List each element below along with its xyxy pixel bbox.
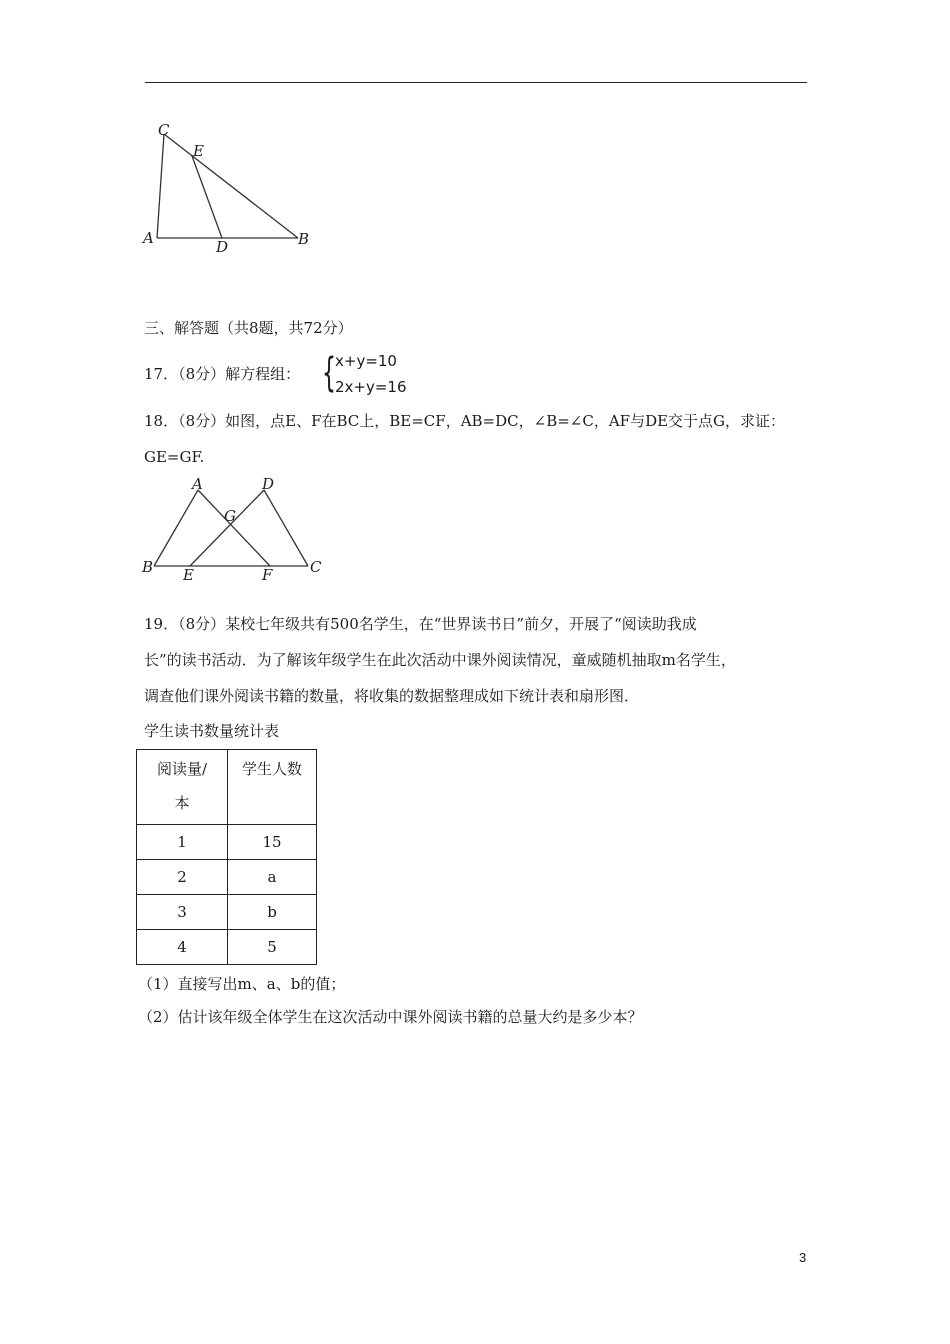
equation-2: 2x+y=16 bbox=[335, 378, 407, 396]
label-c2: C bbox=[310, 558, 322, 576]
label-d2: D bbox=[262, 475, 275, 493]
label-a2: A bbox=[192, 475, 203, 493]
equation-brace: { bbox=[322, 350, 336, 396]
table-row bbox=[137, 895, 317, 930]
q18-line-2: GE=GF. bbox=[144, 448, 205, 466]
label-a: A bbox=[143, 229, 154, 247]
segment-ca bbox=[157, 134, 164, 238]
header-rule bbox=[145, 82, 807, 83]
segment-ba bbox=[154, 490, 198, 566]
q19-sub-1: （1）直接写出m、a、b的值； bbox=[138, 975, 346, 993]
cell-count: 15 bbox=[228, 825, 317, 860]
label-b: B bbox=[298, 230, 310, 248]
cell-count: b bbox=[228, 895, 317, 930]
page-number: 3 bbox=[799, 1250, 807, 1265]
label-g: G bbox=[224, 507, 236, 525]
table-row bbox=[137, 825, 317, 860]
cell-amount: 3 bbox=[137, 895, 228, 930]
label-e: E bbox=[193, 142, 204, 160]
segment-dc bbox=[264, 490, 308, 566]
q18-line-1: 18．（8分）如图，点E、F在BC上，BE=CF，AB=DC，∠B=∠C，AF与DE交于点G，求证： bbox=[144, 412, 786, 430]
table-title: 学生读书数量统计表 bbox=[144, 722, 280, 740]
cell-count: 5 bbox=[228, 930, 317, 965]
label-f: F bbox=[262, 566, 273, 584]
table-row bbox=[137, 930, 317, 965]
header-amount-line-1: 阅读量/ bbox=[156, 760, 208, 778]
segment-cb bbox=[164, 134, 298, 238]
equation-1: x+y=10 bbox=[335, 352, 397, 370]
header-amount bbox=[137, 750, 228, 825]
label-b2: B bbox=[142, 558, 154, 576]
header-amount-line-2: 本 bbox=[174, 794, 190, 812]
cell-amount: 2 bbox=[137, 860, 228, 895]
table-header-row bbox=[137, 750, 317, 825]
segment-de bbox=[190, 490, 264, 566]
section-title: 三、解答题（共8题，共72分） bbox=[144, 319, 353, 337]
triangle-figure-2-svg bbox=[140, 474, 330, 584]
segment-ed bbox=[192, 156, 222, 238]
q19-sub-2: （2）估计该年级全体学生在这次活动中课外阅读书籍的总量大约是多少本？ bbox=[138, 1008, 643, 1026]
q19-line-1: 19．（8分）某校七年级共有500名学生，在“世界读书日”前夕，开展了“阅读助我成 bbox=[144, 615, 697, 633]
segment-af bbox=[198, 490, 270, 566]
triangle-figure-1 bbox=[140, 118, 320, 258]
q19-line-2: 长”的读书活动．为了解该年级学生在此次活动中课外阅读情况，童威随机抽取m名学生， bbox=[144, 651, 736, 669]
triangle-figure-2 bbox=[140, 474, 330, 584]
label-e2: E bbox=[183, 566, 194, 584]
cell-amount: 1 bbox=[137, 825, 228, 860]
cell-count: a bbox=[228, 860, 317, 895]
label-c: C bbox=[158, 121, 170, 139]
q19-line-3: 调查他们课外阅读书籍的数量，将收集的数据整理成如下统计表和扇形图． bbox=[144, 687, 640, 705]
cell-amount: 4 bbox=[137, 930, 228, 965]
table-row bbox=[137, 860, 317, 895]
reading-stats-table bbox=[136, 749, 317, 965]
q17-prompt: 17．（8分）解方程组： bbox=[144, 365, 301, 383]
triangle-figure-1-svg bbox=[140, 118, 320, 258]
label-d: D bbox=[216, 238, 229, 256]
header-count: 学生人数 bbox=[228, 750, 317, 825]
